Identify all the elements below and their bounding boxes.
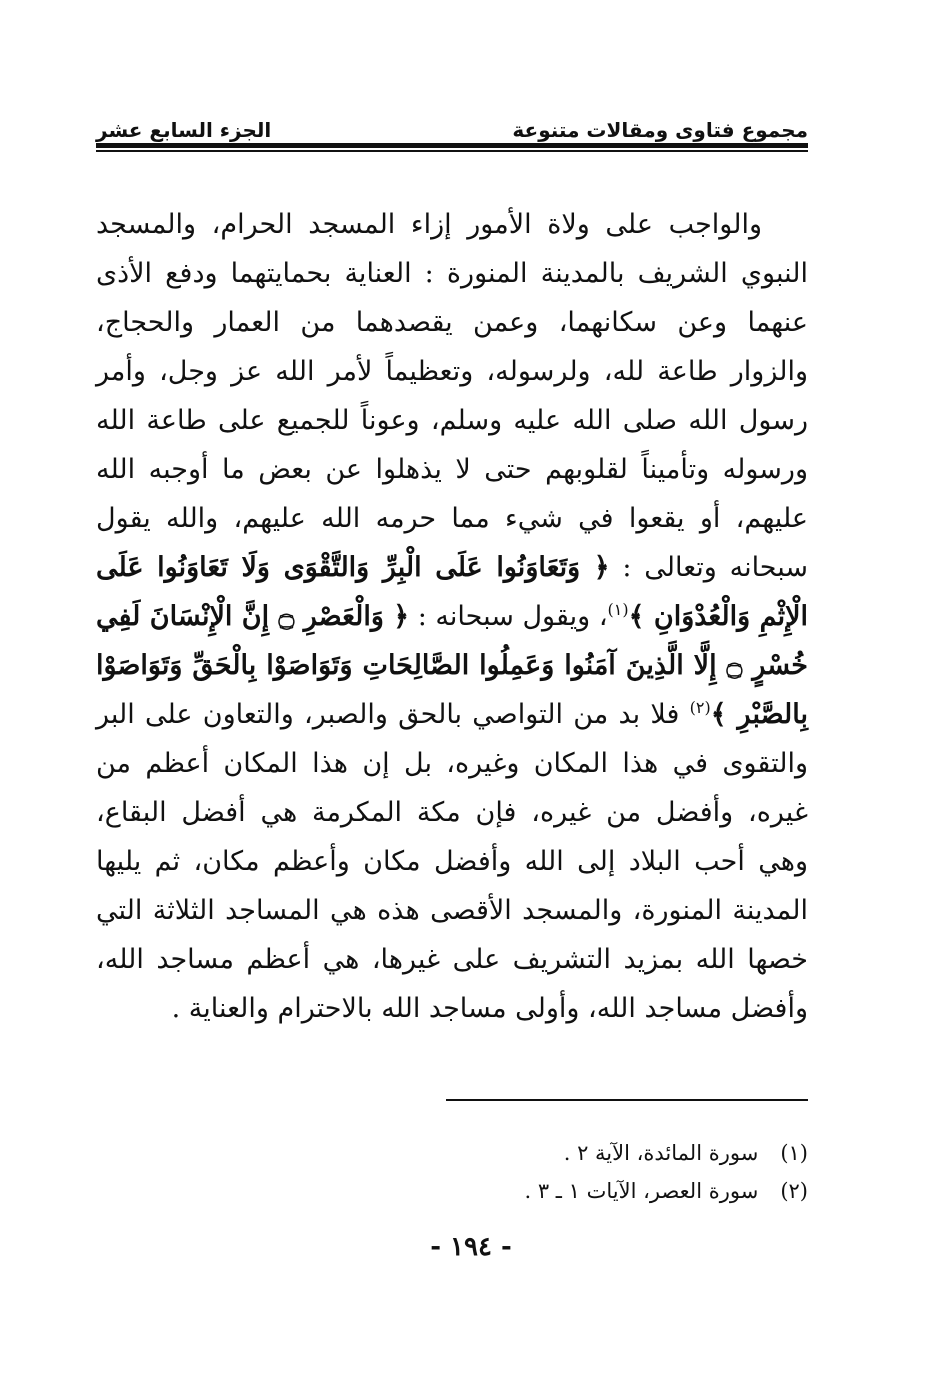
header-rule-thick <box>96 143 808 148</box>
volume-label: الجزء السابع عشر <box>96 118 272 142</box>
paragraph <box>96 200 808 1033</box>
header-rule-thin <box>96 150 808 152</box>
page-number: - ١٩٤ - <box>430 1232 512 1262</box>
text-segment: والواجب على ولاة الأمور إزاء المسجد الحرام، والمسجد النبوي الشريف بالمدينة المنورة : العناية بحمايتهما ودفع الأذى عنهما وعن سكانهما، وعمن يقصدهما من العمار والحجاج، والزوار طاعة لله، ولرسوله، وتعظيماً لأمر الله عز وجل، وأمر رسول الله صلى الله عليه وسلم، وعوناً للجميع على طاعة الله ورسوله وتأميناً لقلوبهم حتى لا يذهلوا عن بعض ما أوجبه الله عليهم، أو يقعوا في شيء مما حرمه الله عليهم، والله يقول سبحانه وتعالى : <box>96 209 809 583</box>
footnote-text: سورة المائدة، الآية ٢ . <box>563 1141 759 1165</box>
footnote-item <box>96 1134 808 1172</box>
text-segment: ، ويقول سبحانه : <box>417 601 608 632</box>
quran-verse: ﴿ وَتَعَاوَنُوا عَلَى الْبِرِّ وَالتَّقْوَى وَلَا تَعَاوَنُوا عَلَى الْإِثْمِ وَالْعُدْوَانِ ﴾ <box>96 552 808 632</box>
footnote-separator <box>446 1099 808 1101</box>
quran-verse: ﴿ وَالْعَصْرِ ۝ إِنَّ الْإِنْسَانَ لَفِي خُسْرٍ ۝ إِلَّا الَّذِينَ آمَنُوا وَعَمِلُوا الصَّالِحَاتِ وَتَوَاصَوْا بِالْحَقِّ وَتَوَاصَوْا بِالصَّبْرِ ﴾ <box>96 601 809 730</box>
footnote-number: (١) <box>780 1141 808 1165</box>
running-header <box>96 108 808 142</box>
footnotes <box>96 1134 808 1210</box>
footnote-number: (٢) <box>780 1179 808 1203</box>
main-text <box>96 200 808 1033</box>
footnote-reference: (٢) <box>689 698 711 717</box>
book-title: مجموع فتاوى ومقالات متنوعة <box>512 118 808 142</box>
footnote-reference: (١) <box>607 600 629 619</box>
footnote-text: سورة العصر، الآيات ١ ـ ٣ . <box>524 1179 759 1203</box>
footnote-item <box>96 1172 808 1210</box>
text-segment: فلا بد من التواصي بالحق والصبر، والتعاون على البر والتقوى في هذا المكان وغيره، بل إن هذا المكان أعظم من غيره، وأفضل من غيره، فإن مكة المكرمة هي أفضل البقاع، وهي أحب البلاد إلى الله وأفضل مكان وأعظم مكان، ثم يليها المدينة المنورة، والمسجد الأقصى هذه هي المساجد الثلاثة التي خصها الله بمزيد التشريف على غيرها، هي أعظم مساجد الله، وأفضل مساجد الله، وأولى مساجد الله بالاحترام والعناية . <box>96 699 808 1024</box>
